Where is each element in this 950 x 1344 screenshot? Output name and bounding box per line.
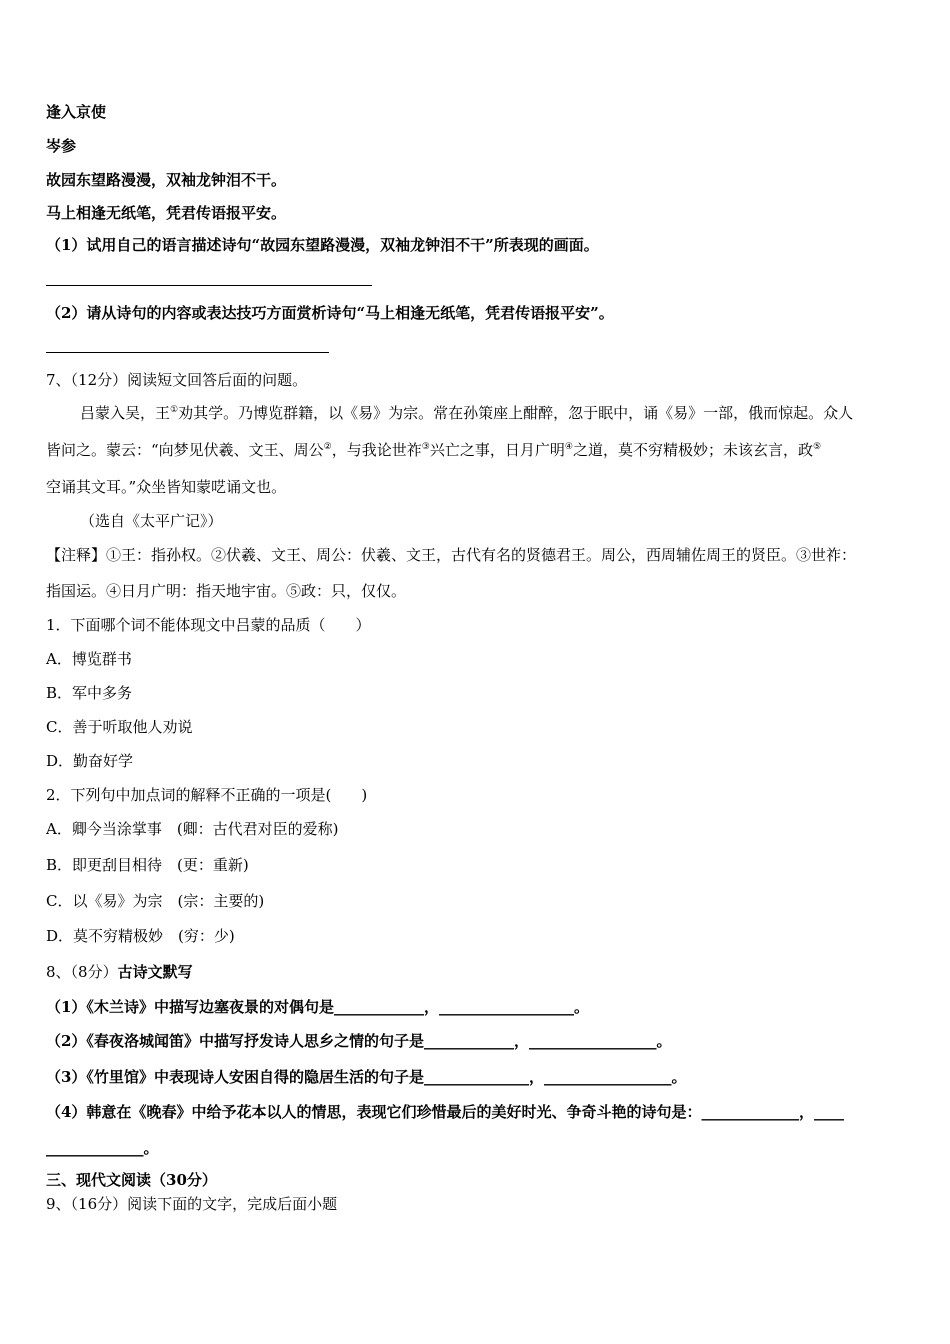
q7-sub2: 2．下列句中加点词的解释不正确的一项是( ) [46,786,368,804]
poem-author: 岑参 [46,137,77,155]
notes-line-2: 指国运。④日月广明：指天地宇宙。⑤政：只，仅仅。 [46,582,407,600]
q8-item-1: （1）《木兰诗》中描写边塞夜景的对偶句是____________，__________________。 [46,998,589,1016]
poem-line-1: 故园东望路漫漫，双袖龙钟泪不干。 [46,171,287,189]
q7-heading: 7、（12分）阅读短文回答后面的问题。 [46,371,308,389]
q8-item-2: （2）《春夜洛城闻笛》中描写抒发诗人思乡之情的句子是____________，_________________。 [46,1032,672,1050]
q7-sub1-option-b: B．军中多务 [46,684,133,702]
q7-sub2-option-b: B．即更刮目相待 (更：重新) [46,856,249,874]
passage-text: 皆问之。蒙云：“向梦见伏羲、文王、周公 [46,441,324,459]
poem-title: 逢入京使 [46,103,107,121]
answer-line-2 [46,352,329,353]
poem-question-2: （2）请从诗句的内容或表达技巧方面赏析诗句“马上相逢无纸笔，凭君传语报平安”。 [46,304,614,322]
passage-text: 之道，莫不穷精极妙；未该玄言，政 [572,441,813,459]
q8-heading-title: 古诗文默写 [117,963,193,981]
note-marker-5: ⑤ [812,442,822,452]
q8-item-4: （4）韩意在《晚春》中给予花本以人的情思，表现它们珍惜最后的美好时光、争奇斗艳的诗句是：_____________，____ [46,1103,844,1121]
passage-source: （选自《太平广记》） [80,512,223,530]
passage-text: ，与我论世祚 [331,441,422,459]
q7-sub1: 1．下面哪个词不能体现文中吕蒙的品质（ ） [46,616,371,634]
q7-sub2-option-a: A．卿今当涂掌事 (卿：古代君对臣的爱称) [46,820,339,838]
q7-sub1-option-a: A．博览群书 [46,650,132,668]
section-3-heading: 三、现代文阅读（30分） [46,1171,217,1189]
note-marker-3: ③ [421,442,430,452]
poem-line-2: 马上相逢无纸笔，凭君传语报平安。 [46,204,287,222]
answer-line-1 [46,285,372,286]
q7-sub1-option-d: D．勤奋好学 [46,752,134,770]
q8-item-3: （3）《竹里馆》中表现诗人安困自得的隐居生活的句子是______________，_________________。 [46,1068,687,1086]
notes-line-1: 【注释】①王：指孙权。②伏羲、文王、周公：伏羲、文王，古代有名的贤德君王。周公，西周辅佐周王的贤臣。③世祚： [46,546,857,564]
passage-text: 劝其学。乃博览群籍，以《易》为宗。常在孙策座上酣醉，忽于眠中，诵《易》一部，俄而惊起。众人 [178,404,854,422]
q9-heading: 9、（16分）阅读下面的文字，完成后面小题 [46,1195,338,1213]
poem-question-1: （1）试用自己的语言描述诗句“故园东望路漫漫，双袖龙钟泪不干”所表现的画面。 [46,236,599,254]
note-marker-2: ② [323,442,332,452]
q8-item-4-continued: _____________。 [46,1139,159,1157]
passage-line-3: 空诵其文耳。”众坐皆知蒙呓诵文也。 [46,478,287,496]
q7-sub2-option-d: D．莫不穷精极妙 (穷：少) [46,927,235,945]
passage-line-1 [80,403,853,423]
note-marker-4: ④ [564,442,573,452]
passage-line-2 [46,440,821,460]
passage-text: 吕蒙入吴，王 [80,404,171,422]
q8-heading-number: 8、（8分） [46,963,118,981]
q8-heading [46,962,193,982]
q7-sub1-option-c: C．善于听取他人劝说 [46,718,193,736]
passage-text: 兴亡之事，日月广明 [429,441,565,459]
q7-sub2-option-c: C．以《易》为宗 (宗：主要的) [46,892,265,910]
note-marker-1: ① [170,405,179,415]
